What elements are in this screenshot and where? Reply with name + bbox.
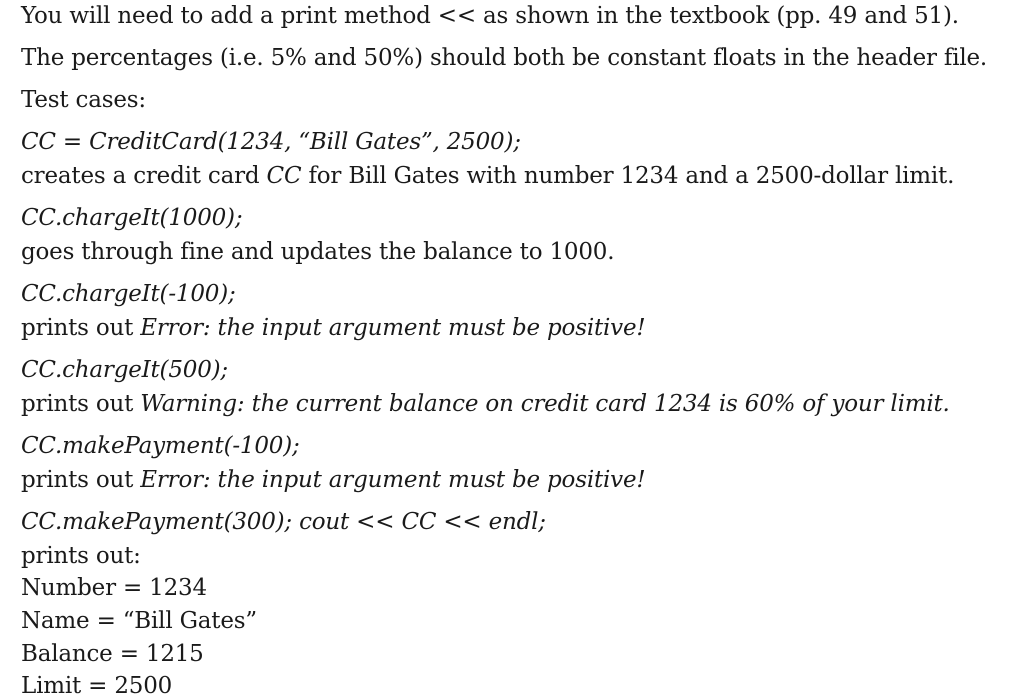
output-limit: Limit = 2500	[21, 673, 173, 699]
case-6-description: prints out:	[21, 543, 141, 569]
test-cases-heading: Test cases:	[21, 87, 146, 113]
case-5-error-message: Error: the input argument must be positive!	[140, 467, 646, 493]
case-5-description	[21, 466, 645, 494]
case-3-desc-prefix: prints out	[21, 315, 141, 341]
case-1-code: CC = CreditCard(1234, “Bill Gates”, 2500);	[21, 129, 521, 155]
intro-line-print-method: You will need to add a print method << as shown in the textbook (pp. 49 and 51).	[21, 3, 959, 29]
case-5-desc-prefix: prints out	[21, 467, 141, 493]
output-name: Name = “Bill Gates”	[21, 608, 257, 634]
case-6-code: CC.makePayment(300); cout << CC << endl;	[21, 509, 546, 535]
output-balance: Balance = 1215	[21, 641, 204, 667]
case-2-code: CC.chargeIt(1000);	[21, 205, 243, 231]
case-3-error-message: Error: the input argument must be positive!	[140, 315, 646, 341]
case-4-description	[21, 390, 950, 418]
case-4-desc-prefix: prints out	[21, 391, 141, 417]
case-1-desc-italic: CC	[266, 163, 302, 189]
output-number: Number = 1234	[21, 575, 207, 601]
case-2-description: goes through fine and updates the balance to 1000.	[21, 239, 615, 265]
case-1-desc-prefix: creates a credit card	[21, 163, 267, 189]
case-5-code: CC.makePayment(-100);	[21, 433, 300, 459]
intro-line-percentages: The percentages (i.e. 5% and 50%) should both be constant floats in the header file.	[21, 45, 988, 71]
case-3-code: CC.chargeIt(-100);	[21, 281, 236, 307]
case-1-description	[21, 162, 954, 190]
case-3-description	[21, 314, 645, 342]
case-4-code: CC.chargeIt(500);	[21, 357, 228, 383]
case-4-warning-message: Warning: the current balance on credit card 1234 is 60% of your limit.	[140, 391, 950, 417]
case-1-desc-suffix: for Bill Gates with number 1234 and a 2500-dollar limit.	[301, 163, 955, 189]
